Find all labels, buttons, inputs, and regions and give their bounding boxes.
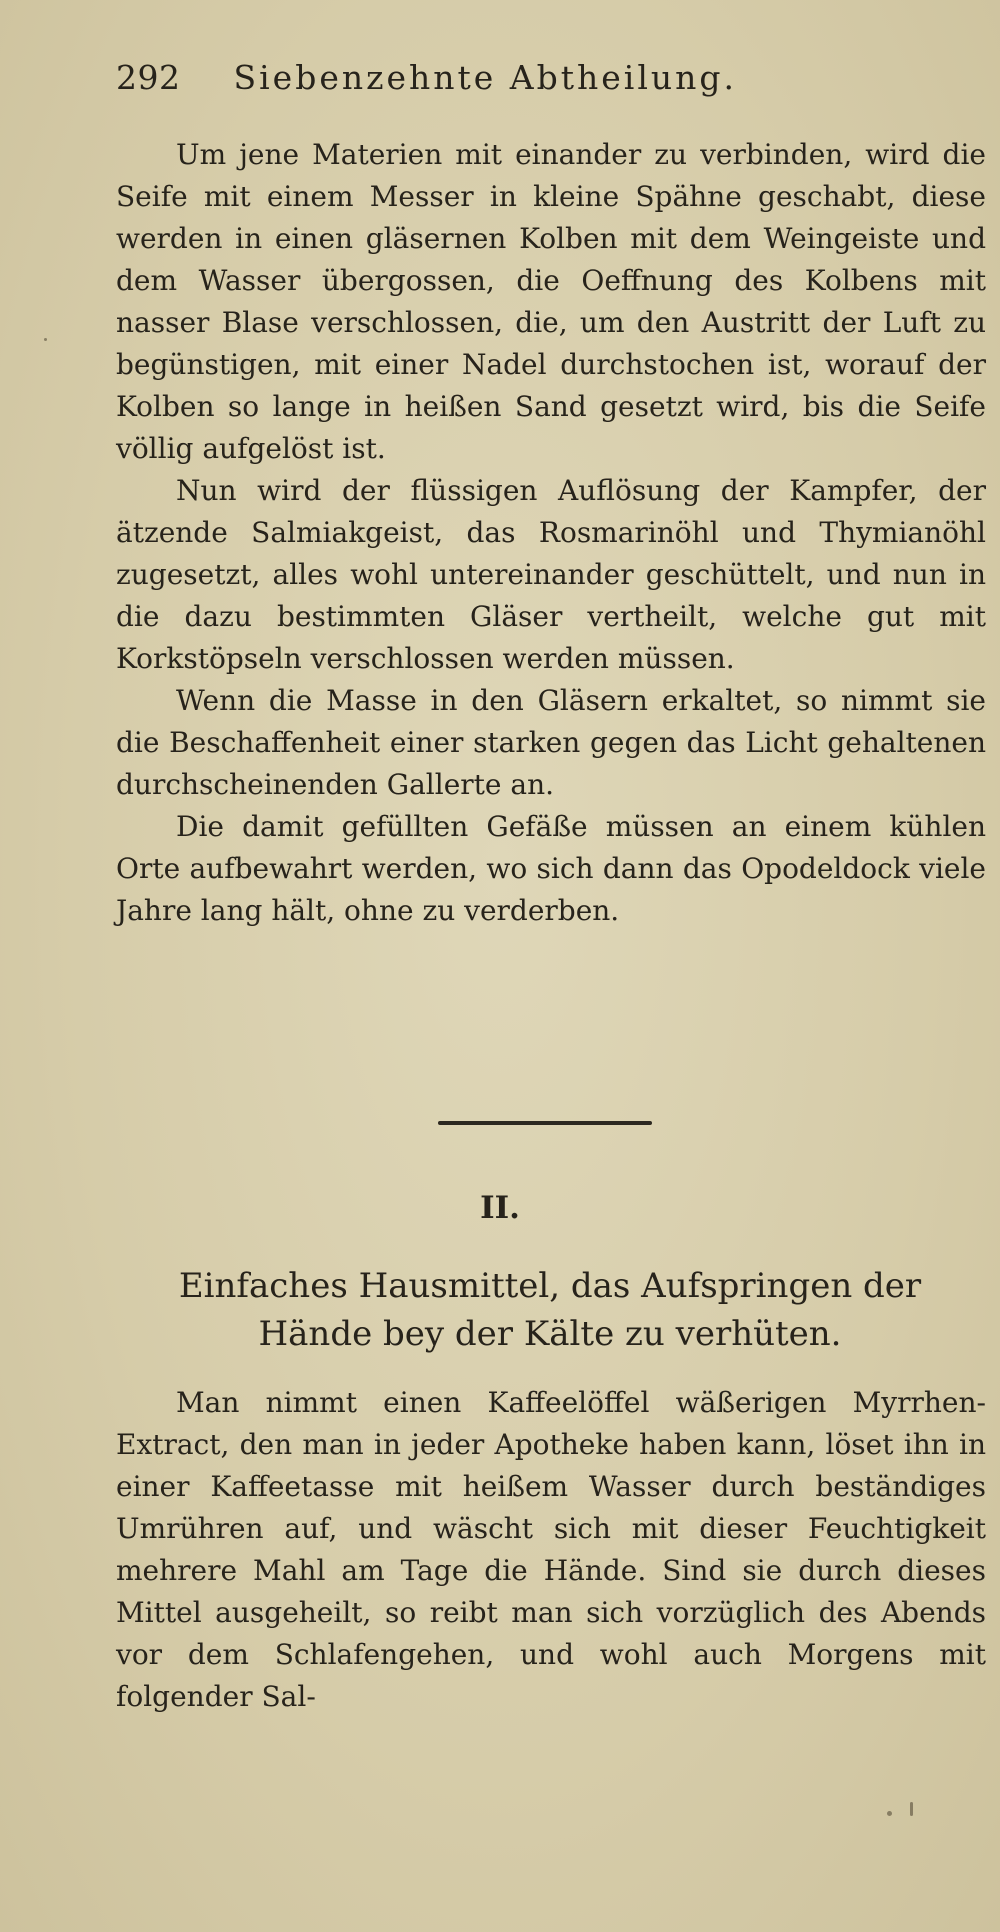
section-title-line: Einfaches Hausmittel, das Aufspringen der	[178, 1266, 922, 1306]
paragraph: Nun wird der flüssigen Auflösung der Kampfer, der ätzende Salmiakgeist, das Rosmarinöhl und Thymianöhl zugesetzt, alles wohl untereinander geschüttelt, und nun in die dazu bestimmten Gläser vertheilt, welche gut mit Korkstöpseln verschlossen werden müssen.	[116, 474, 986, 675]
paragraph: Wenn die Masse in den Gläsern erkaltet, so nimmt sie die Beschaffenheit einer starken gegen das Licht gehaltenen durchscheinenden Gallerte an.	[116, 684, 986, 801]
paragraph: Die damit gefüllten Gefäße müssen an einem kühlen Orte aufbewahrt werden, wo sich dann das Opodeldock viele Jahre lang hält, ohne zu verderben.	[116, 810, 986, 927]
text-block-before	[116, 134, 986, 932]
paper-speck	[887, 1811, 892, 1816]
paragraph: Man nimmt einen Kaffeelöffel wäßerigen Myrrhen-Extract, den man in jeder Apotheke haben kann, löset ihn in einer Kaffeetasse mit heißem Wasser durch beständiges Umrühren auf, und wäscht sich mit dieser Feuchtigkeit mehrere Mahl am Tage die Hände. Sind sie durch dieses Mittel ausgeheilt, so reibt man sich vorzüglich des Abends vor dem Schlafengehen, und wohl auch Morgens mit folgender Sal-	[116, 1386, 986, 1713]
paper-speck	[44, 338, 47, 341]
running-header	[116, 58, 737, 97]
paragraph: Um jene Materien mit einander zu verbinden, wird die Seife mit einem Messer in kleine Spähne geschabt, diese werden in einen gläsernen Kolben mit dem Weingeiste und dem Wasser übergossen, die Oeffnung des Kolbens mit nasser Blase verschlossen, die, um den Austritt der Luft zu begünstigen, mit einer Nadel durchstochen ist, worauf der Kolben so lange in heißen Sand gesetzt wird, bis die Seife völlig aufgelöst ist.	[116, 138, 986, 465]
running-title: Siebenzehnte Abtheilung.	[233, 58, 738, 97]
section-title	[110, 1262, 990, 1358]
text-block-after	[116, 1382, 986, 1718]
page-number: 292	[116, 58, 181, 97]
section-divider	[438, 1121, 652, 1125]
section-title-line: Hände bey der Kälte zu verhüten.	[258, 1314, 842, 1354]
section-number: II.	[480, 1190, 520, 1226]
paper-speck	[910, 1802, 913, 1816]
